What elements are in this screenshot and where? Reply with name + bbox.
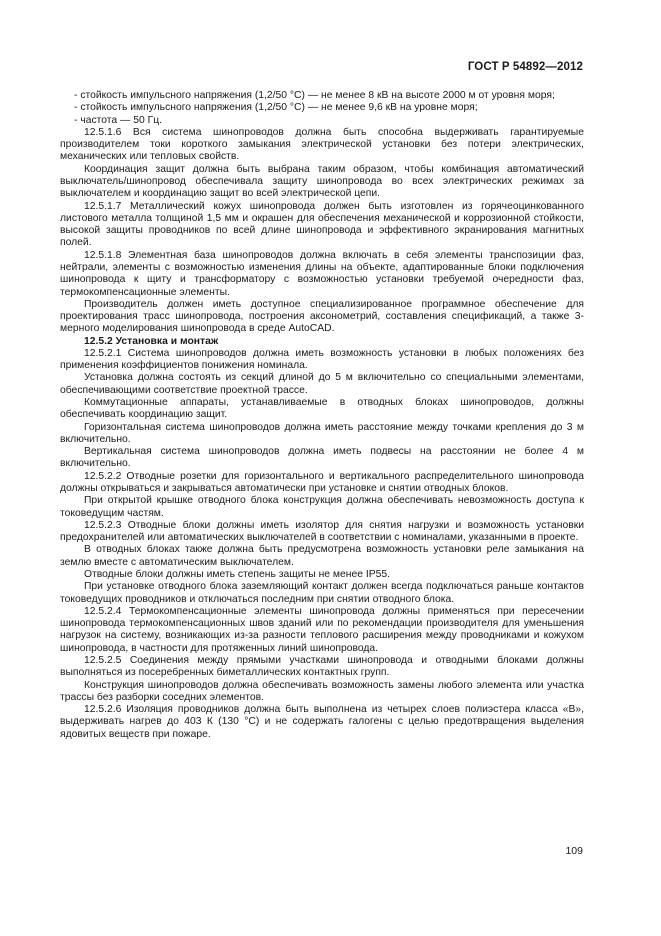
paragraph-12-5-1-6: 12.5.1.6 Вся система шинопроводов должна быть способна выдерживать гарантируемые производителем токи короткого замыкания электрической установки без потери электрических, механических или тепловых свойств. xyxy=(60,126,584,163)
paragraph-12-5-1-8: 12.5.1.8 Элементная база шинопроводов должна включать в себя элементы транспозиции фаз, нейтрали, элементы с возможностью изменения длины на объекте, адаптированные блоки подключения шинопровода к щиту и трансформатору с возможностью установки требуемой очередности фаз, термокомпенсационные элементы. xyxy=(60,249,584,298)
paragraph-element-replacement: Конструкция шинопроводов должна обеспечивать возможность замены любого элемента или участка трассы без разборки соседних элементов. xyxy=(60,679,584,703)
paragraph-ip55: Отводные блоки должны иметь степень защиты не менее IP55. xyxy=(84,568,391,580)
paragraph-12-5-2-2: 12.5.2.2 Отводные розетки для горизонтального и вертикального распределительного шинопровода должны открываться и закрываться автоматически при установке и снятии отводных блоков. xyxy=(60,470,584,494)
paragraph-ground-fault-relay: В отводных блоках также должна быть предусмотрена возможность установки реле замыкания на землю вместе с автоматическим выключателем. xyxy=(60,544,584,568)
bullet-impulse-voltage-altitude: - стойкость импульсного напряжения (1,2/50 °С) — не менее 8 кВ на высоте 2000 м от уровня моря; xyxy=(74,90,555,101)
paragraph-12-5-2-1: 12.5.2.1 Система шинопроводов должна иметь возможность установки в любых положениях без применения коэффициентов понижения номинала. xyxy=(60,347,584,372)
paragraph-12-5-2-3: 12.5.2.3 Отводные блоки должны иметь изолятор для снятия нагрузки и возможность установки предохранителей или автоматических выключателей в соответствии с номиналами, указанными в проекте. xyxy=(60,519,584,544)
page-number: 109 xyxy=(565,845,583,857)
paragraph-switching-devices: Коммутационные аппараты, устанавливаемые в отводных блоках шинопроводов, должны обеспечивать координацию защит. xyxy=(60,397,584,421)
bullet-frequency: - частота — 50 Гц. xyxy=(74,114,163,126)
paragraph-vertical-system: Вертикальная система шинопроводов должна иметь подвесы на расстоянии не более 4 м включительно. xyxy=(60,446,584,470)
paragraph-12-5-2-6: 12.5.2.6 Изоляция проводников должна быть выполнена из четырех слоев полиэстера класса «В», выдерживать нагрев до 403 К (130 °С) и не содержать галогены с целью предотвращения выделения ядовитых веществ при пожаре. xyxy=(60,704,584,740)
paragraph-open-cover: При открытой крышке отводного блока конструкция должна обеспечивать невозможность доступа к токоведущим частям. xyxy=(60,495,584,519)
paragraph-protection-coordination: Координация защит должна быть выбрана таким образом, чтобы комбинация автоматический выключатель/шинопровод обеспечивала защиту шинопровода во всех электрических режимах за выключателем и координацию защит во всей электрической цепи. xyxy=(60,163,584,200)
standard-header: ГОСТ Р 54892—2012 xyxy=(467,61,583,73)
paragraph-12-5-2-4: 12.5.2.4 Термокомпенсационные элементы шинопровода должны применяться при пересечении шинопровода термокомпенсационных швов зданий или по рекомендации производителя для уменьшения нагрузок на систему, возникающих из-за разности теплового расширения между проводниками и кожухом шинопровода, в частности для протяженных линий шинопровода. xyxy=(60,605,584,654)
paragraph-grounding-contact: При установке отводного блока заземляющий контакт должен всегда подключаться раньше контактов токоведущих проводников и отключаться последним при снятии отводного блока. xyxy=(60,581,584,605)
paragraph-12-5-1-7: 12.5.1.7 Металлический кожух шинопровода должен быть изготовлен из горячеоцинкованного листового металла толщиной 1,5 мм и окрашен для обеспечения механической и коррозионной стойкости, высокой защиты проводников по всей длине шинопровода и эффективного экранирования магнитных полей. xyxy=(60,200,584,249)
bullet-impulse-voltage-sea-level: - стойкость импульсного напряжения (1,2/50 °С) — не менее 9,6 кВ на уровне моря; xyxy=(74,102,478,114)
document-body xyxy=(60,90,584,741)
paragraph-horizontal-system: Горизонтальная система шинопроводов должна иметь расстояние между точками крепления до 3 м включительно. xyxy=(60,421,584,445)
section-heading-12-5-2: 12.5.2 Установка и монтаж xyxy=(84,335,219,347)
paragraph-software: Производитель должен иметь доступное специализированное программное обеспечение для проектирования трасс шинопровода, построения аксонометрий, составления спецификаций, а также 3-мерного моделирования шинопровода в среде AutoCAD. xyxy=(60,298,584,335)
paragraph-sections-length: Установка должна состоять из секций длиной до 5 м включительно со специальными элементами, обеспечивающими соответствие проектной трассе. xyxy=(60,372,584,396)
paragraph-12-5-2-5: 12.5.2.5 Соединения между прямыми участками шинопровода и отводными блоками должны выполняться из посеребренных биметаллических контактных групп. xyxy=(60,654,584,679)
